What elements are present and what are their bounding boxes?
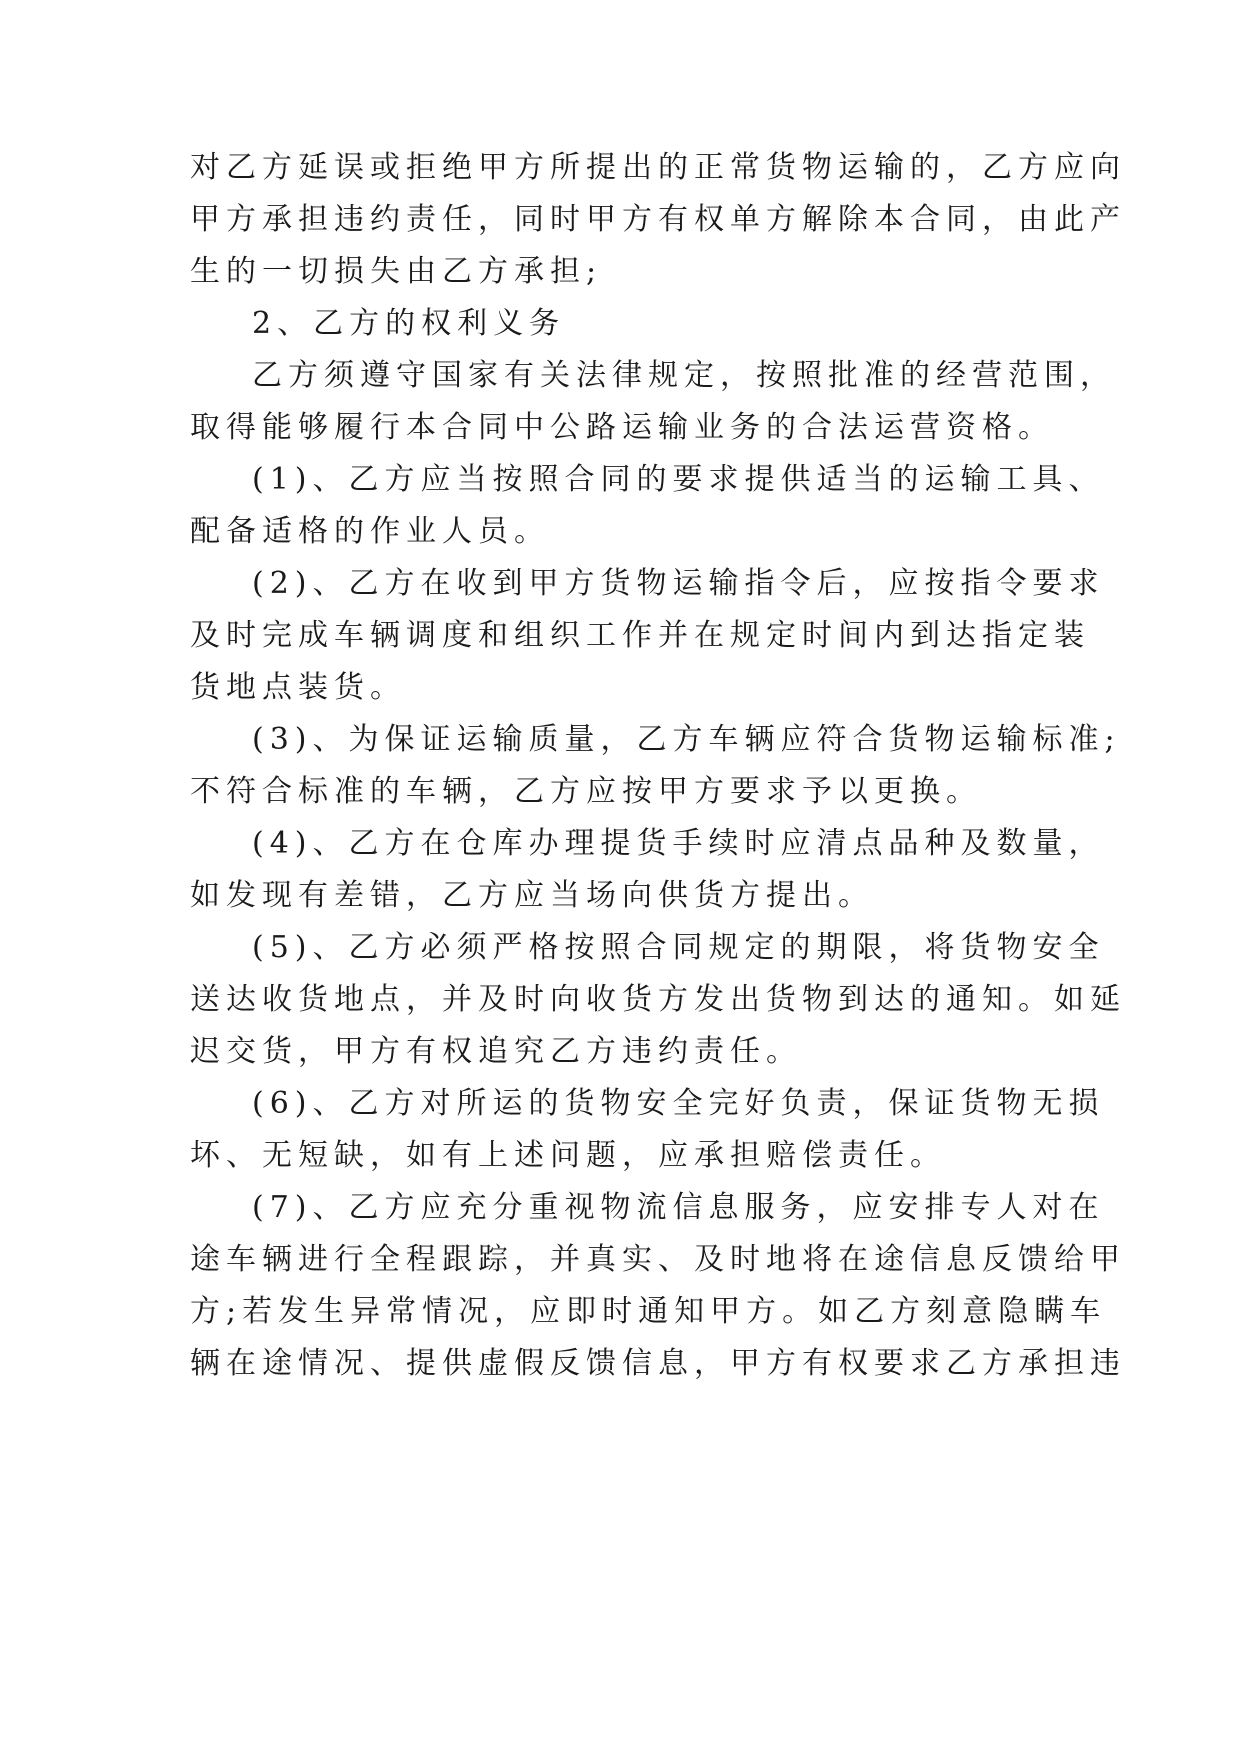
paragraph-line: 不符合标准的车辆，乙方应按甲方要求予以更换。 <box>190 774 982 809</box>
paragraph-line: 货地点装货。 <box>190 670 406 705</box>
paragraph-line: 配备适格的作业人员。 <box>190 514 550 549</box>
paragraph-line: 甲方承担违约责任，同时甲方有权单方解除本合同，由此产 <box>190 202 1126 237</box>
paragraph-line: 迟交货，甲方有权追究乙方违约责任。 <box>190 1034 802 1069</box>
paragraph-line: 生的一切损失由乙方承担; <box>190 254 603 289</box>
paragraph-line: 坏、无短缺，如有上述问题，应承担赔偿责任。 <box>190 1138 946 1173</box>
paragraph-line: (5)、乙方必须严格按照合同规定的期限，将货物安全 <box>252 930 1105 965</box>
paragraph-line: 途车辆进行全程跟踪，并真实、及时地将在途信息反馈给甲 <box>190 1242 1126 1277</box>
paragraph-line: (6)、乙方对所运的货物安全完好负责，保证货物无损 <box>252 1086 1105 1121</box>
paragraph-line: 如发现有差错，乙方应当场向供货方提出。 <box>190 878 874 913</box>
paragraph-line: (7)、乙方应充分重视物流信息服务，应安排专人对在 <box>252 1190 1105 1225</box>
paragraph-line: (2)、乙方在收到甲方货物运输指令后，应按指令要求 <box>252 566 1105 601</box>
paragraph-line: 取得能够履行本合同中公路运输业务的合法运营资格。 <box>190 410 1054 445</box>
paragraph-line: 对乙方延误或拒绝甲方所提出的正常货物运输的，乙方应向 <box>190 150 1126 185</box>
paragraph-line: (4)、乙方在仓库办理提货手续时应清点品种及数量， <box>252 826 1105 861</box>
paragraph-line: (3)、为保证运输质量，乙方车辆应符合货物运输标准; <box>252 722 1121 757</box>
paragraph-line: (1)、乙方应当按照合同的要求提供适当的运输工具、 <box>252 462 1105 497</box>
paragraph-line: 辆在途情况、提供虚假反馈信息，甲方有权要求乙方承担违 <box>190 1346 1126 1381</box>
paragraph-line: 送达收货地点，并及时向收货方发出货物到达的通知。如延 <box>190 982 1126 1017</box>
paragraph-line: 乙方须遵守国家有关法律规定，按照批准的经营范围， <box>252 358 1116 393</box>
paragraph-line: 及时完成车辆调度和组织工作并在规定时间内到达指定装 <box>190 618 1090 653</box>
paragraph-line: 方;若发生异常情况，应即时通知甲方。如乙方刻意隐瞒车 <box>190 1294 1107 1329</box>
section-heading: 2、乙方的权利义务 <box>252 306 566 341</box>
